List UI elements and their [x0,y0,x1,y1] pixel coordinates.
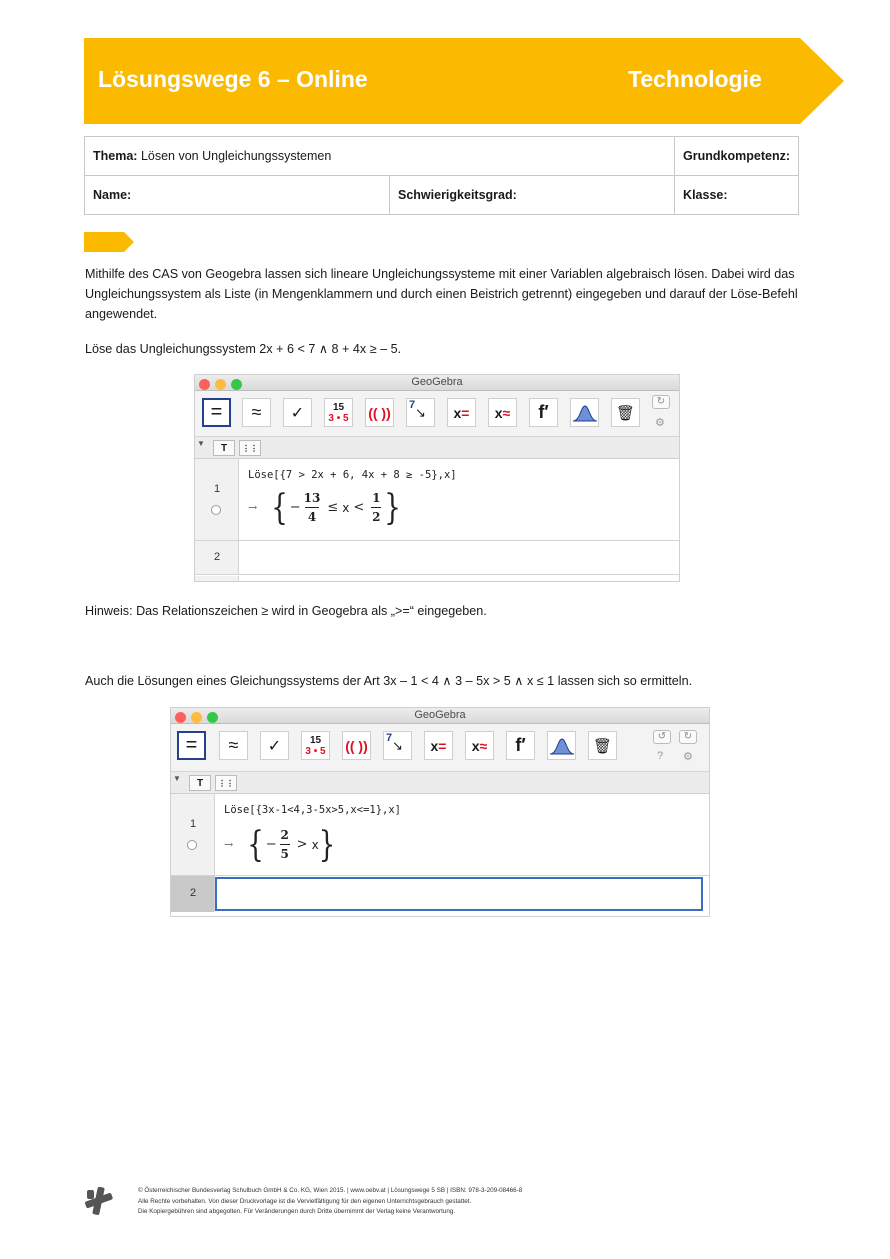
format-options-icon[interactable]: ⋮⋮ [215,775,237,791]
name-cell [85,176,390,215]
redo-icon[interactable]: ↻ [679,730,697,744]
distribution-icon[interactable] [570,398,599,427]
fraction-1-denominator: 4 [307,510,317,524]
fraction-2-numerator: 1 [372,491,381,505]
settings-gear-icon[interactable]: ⚙ [683,751,693,763]
cas-row-2[interactable] [195,541,679,575]
expand-tool-button[interactable]: (( )) [342,731,371,760]
set-brace-open: { [271,487,288,528]
grundkompetenz-label: Grundkompetenz: [683,149,790,163]
footer-line-3: Die Kopiergebühren sind abgegolten. Für Veränderungen durch Dritte übernimmt der Verlag keine Verantwortung. [138,1208,456,1215]
derivative-tool-button[interactable]: f′ [506,731,535,760]
undo-icon[interactable]: ↺ [653,730,671,744]
section-arrow-marker [84,232,136,257]
footer-line-1: © Österreichischer Bundesverlag Schulbuch GmbH & Co. KG, Wien 2015. | www.oebv.at | Lösungswege 5 SB | ISBN: 978-3-209-08466-8 [138,1187,523,1194]
thema-value: Lösen von Ungleichungssystemen [140,149,332,163]
keep-input-tool-button[interactable]: ✓ [283,398,312,427]
help-icon[interactable]: ? [657,750,664,762]
substitute-tool-button[interactable]: 7 ↘ [383,731,412,760]
thema-label: Thema: [93,149,138,163]
cas-row-1[interactable] [195,459,679,541]
numeric-tool-button[interactable]: ≈ [242,398,271,427]
worksheet-info-table [84,136,799,215]
variable-x: x [342,500,350,515]
relation-2: < [353,500,365,515]
klasse-cell [675,176,799,215]
name-label: Name: [93,188,132,202]
solve-tool-button[interactable]: x = [424,731,453,760]
row-visibility-radio[interactable] [211,505,221,515]
settings-gear-icon[interactable]: ⚙ [655,417,665,429]
fraction-1 [304,491,321,524]
row-number: 1 [213,483,221,495]
cas-row-1[interactable] [171,794,709,876]
geogebra-window-1 [194,374,680,582]
redo-icon[interactable]: ↻ [652,395,670,409]
variable-x: x [311,837,319,852]
nsolve-tool-button[interactable]: x ≈ [488,398,517,427]
row-number: 1 [189,818,197,830]
header-banner [84,38,844,124]
schwierigkeitsgrad-label: Schwierigkeitsgrad: [398,188,517,202]
set-brace-open: { [247,824,264,865]
intro-paragraph: Mithilfe des CAS von Geogebra lassen sich lineare Ungleichungssysteme mit einer Variablen algebraisch lösen. Dabei wird das Ungleichungssystem als Liste (in Mengenklammern und durch einen Beistrich getrennt) eingegeben und darauf der Löse-Befehl angewendet. [85,267,798,321]
distribution-icon[interactable] [547,731,576,760]
cas-input-text[interactable]: Löse[{7 > 2x + 6, 4x + 8 ≥ -5},x] [248,469,457,481]
row-visibility-radio[interactable] [187,840,197,850]
window-title: GeoGebra [414,709,466,721]
window-title: GeoGebra [411,376,463,388]
numeric-tool-button[interactable]: ≈ [219,731,248,760]
cas-row-2[interactable] [171,876,709,912]
evaluate-tool-button[interactable]: = [202,398,231,427]
cas-toolbar [195,391,679,437]
output-arrow: → [224,838,234,851]
geogebra-window-2 [170,707,710,917]
publisher-logo [84,1186,114,1221]
cas-input-text[interactable]: Löse[{3x-1<4,3-5x>5,x<=1},x] [224,804,402,816]
set-brace-close: } [318,824,336,865]
cas-active-input[interactable] [215,877,703,911]
cas-subtoolbar [195,437,679,459]
delete-icon[interactable]: 🗑 [611,398,640,427]
fraction-numerator: 2 [280,828,289,842]
footer-line-2: Alle Rechte vorbehalten. Von dieser Druckvorlage ist die Vervielfältigung für den eigenen Unterrichtsgebrauch gestattet. [138,1197,472,1205]
text-style-button[interactable]: T [189,775,211,791]
thema-cell [85,137,675,176]
collapse-arrow-icon[interactable]: ▼ [173,774,181,783]
output-arrow: → [248,501,258,514]
window-titlebar [195,375,679,391]
fraction-denominator: 5 [280,847,289,861]
evaluate-tool-button[interactable]: = [177,731,206,760]
keep-input-tool-button[interactable]: ✓ [260,731,289,760]
fraction-2 [371,491,381,524]
minus-sign: − [289,500,301,515]
page-title: Lösungswege 6 – Online [98,66,368,92]
cas-toolbar [171,724,709,772]
task-1-text: Löse das Ungleichungssystem 2x + 6 < 7 ∧ 8 + 4x ≥ – 5. [85,342,402,356]
task-2-text: Auch die Lösungen eines Gleichungssystems der Art 3x – 1 < 4 ∧ 3 – 5x > 5 ∧ x ≤ 1 lassen sich so ermitteln. [85,674,693,688]
schwierigkeitsgrad-cell [390,176,675,215]
footer-copyright [138,1186,522,1218]
relation-1: ≤ [327,500,339,515]
klasse-label: Klasse: [683,188,728,202]
fraction-1-numerator: 13 [303,491,321,505]
minus-sign: − [265,837,277,852]
hint-text: Hinweis: Das Relationszeichen ≥ wird in Geogebra als „>=“ eingegeben. [85,604,487,618]
solve-tool-button[interactable]: x = [447,398,476,427]
derivative-tool-button[interactable]: f′ [529,398,558,427]
row-number: 2 [189,887,197,899]
window-titlebar [171,708,709,724]
substitute-tool-button[interactable]: 7 ↘ [406,398,435,427]
set-brace-close: } [384,487,401,528]
cas-subtoolbar [171,772,709,794]
nsolve-tool-button[interactable]: x ≈ [465,731,494,760]
factor-tool-button[interactable]: 15 3 • 5 [324,398,353,427]
fraction-1 [280,828,290,861]
delete-icon[interactable]: 🗑 [588,731,617,760]
collapse-arrow-icon[interactable]: ▼ [197,439,205,448]
cas-output [248,487,401,528]
text-style-button[interactable]: T [213,440,235,456]
cas-output [224,824,336,865]
relation: > [296,837,308,852]
expand-tool-button[interactable]: (( )) [365,398,394,427]
row-number: 2 [213,551,221,563]
section-title: Technologie [628,66,762,92]
grundkompetenz-cell [675,137,799,176]
fraction-2-denominator: 2 [372,510,381,524]
factor-tool-button[interactable]: 15 3 • 5 [301,731,330,760]
format-options-icon[interactable]: ⋮⋮ [239,440,261,456]
